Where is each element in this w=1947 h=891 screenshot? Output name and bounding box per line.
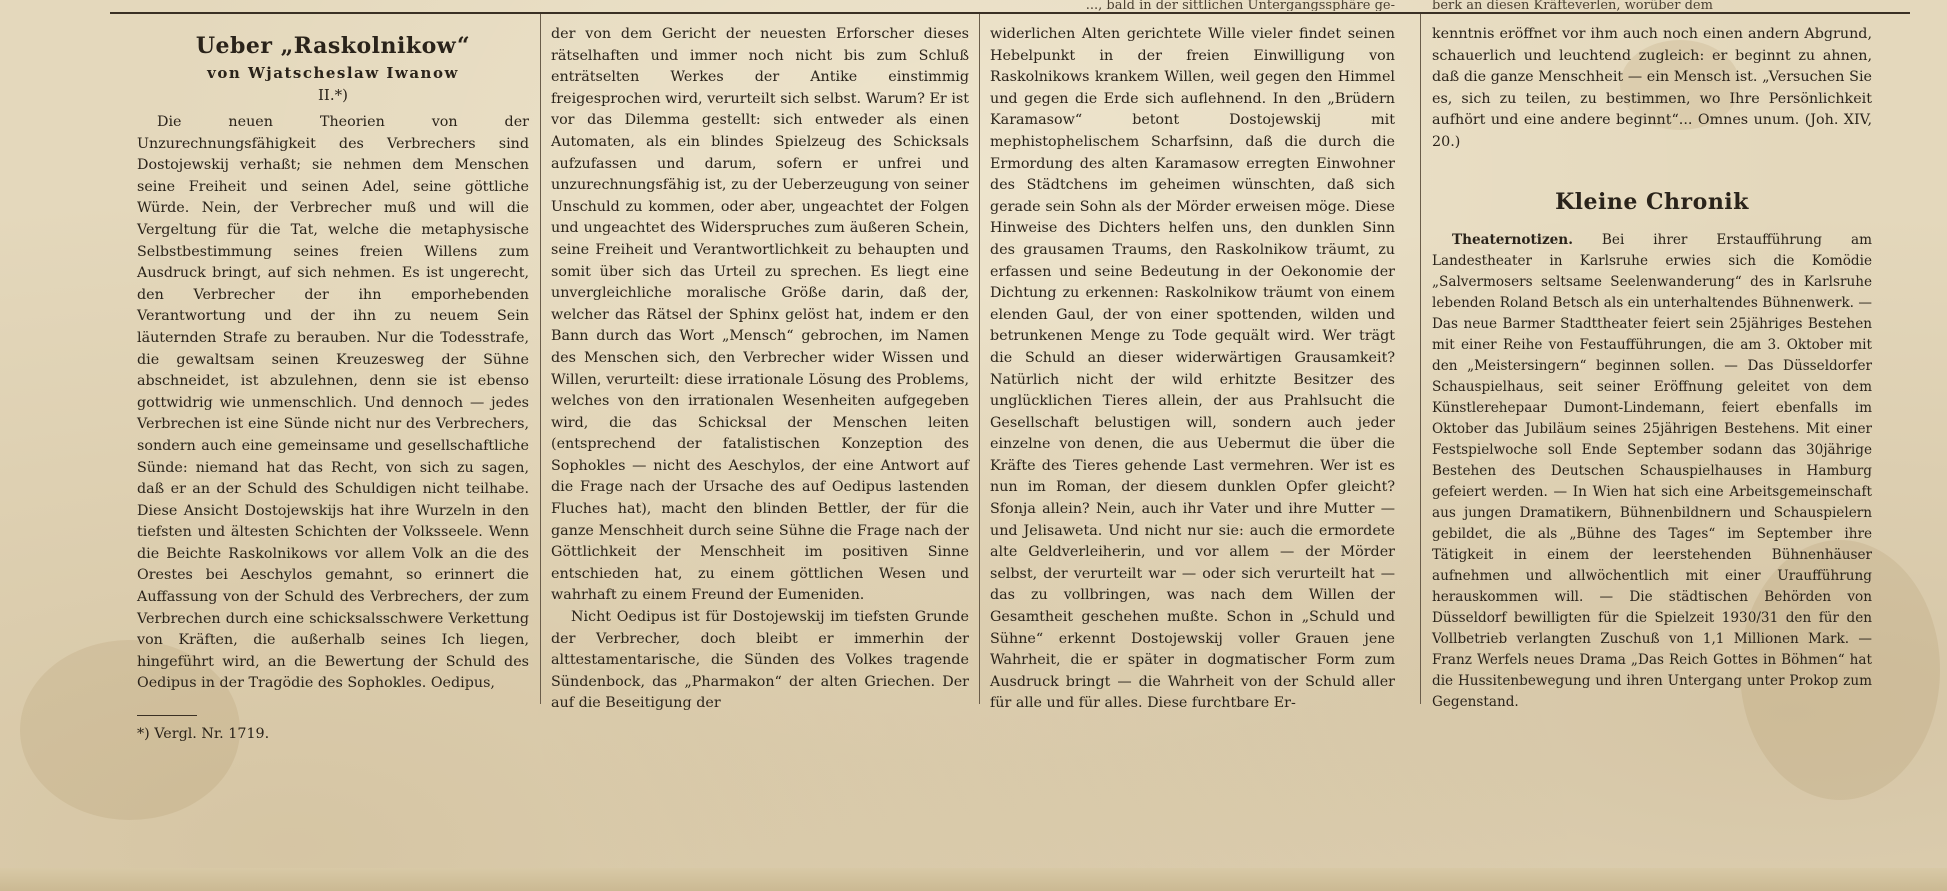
article-paragraph: Die neuen Theorien von der Unzurechnungsfähigkeit des Verbrechers sind Dostojewskij verhaßt; sie nehmen dem Menschen seine Freiheit und seinen Adel, seine göttliche Würde. Nein, der Verbrecher muß und will die Vergeltung für die Tat, welche die metaphysische Selbstbestimmung seines freien Willens zum Ausdruck bringt, auf sich nehmen. Es ist ungerecht, den Verbrecher der ihn emporhebenden Verantwortung und der ihn zu neuem Sein läuternden Strafe zu berauben. Nur die Todesstrafe, die gewaltsam seinen Kreuzesweg der Sühne abschneidet, ist abzulehnen, denn sie ist ebenso gottwidrig wie unmenschlich. Und dennoch — jedes Verbrechen ist eine Sünde nicht nur des Verbrechers, sondern auch eine gemeinsame und gesellschaftliche Sünde: niemand hat das Recht, von sich zu sagen, daß er an der Schuld des Schuldigen nicht teilhabe. Diese Ansicht Dostojewskijs hat ihre Wurzeln in den tiefsten und ältesten Schichten der Volksseele. Wenn die Beichte Raskolnikows vor allem Volk an die des Orestes bei Aeschylos gemahnt, so erinnert die Auffassung von der Schuld des Verbrechers, der zum Verbrechen durch eine schicksalsschwere Verkettung von Kräften, die außerhalb seines Ich liegen, hingeführt wird, an die Bewertung der Schuld des Oedipus in der Tragödie des Sophokles. Oedipus, [137,114,529,692]
top-rule [110,12,1910,14]
article-paragraph: der von dem Gericht der neuesten Erforscher dieses rätselhaften und immer noch nicht bis zum Schluß enträtselten Werkes der Antike einstimmig freigesprochen wird, verurteilt sich selbst. Warum? Er ist vor das Dilemma gestellt: sich entweder als einen Automaten, als ein blindes Spielzeug des Schicksals aufzufassen und darum, sofern er unfrei und unzurechnungsfähig ist, zu der Ueberzeugung von seiner Unschuld zu kommen, oder aber, ungeachtet der Folgen und ungeachtet des Widerspruches zum äußeren Schein, seine Freiheit und Verantwortlichkeit zu behaupten und somit über sich das Urteil zu sprechen. Es liegt eine unvergleichliche moralische Größe darin, daß der, welcher das Rätsel der Sphinx gelöst hat, indem er den Bann durch das Wort „Mensch“ gebrochen, im Namen des Menschen sich, den Verbrecher wider Wissen und Willen, verurteilt: diese irrationale Lösung des Problems, welches von den irrationalen Wesenheiten aufgegeben wird, die das Schicksal der Menschen leiten (entsprechend der fatalistischen Konzeption des Sophokles — nicht des Aeschylos, der eine Antwort auf die Frage nach der Ursache des auf Oedipus lastenden Fluches hat), macht den blinden Bettler, der für die ganze Menschheit durch seine Sühne die Frage nach der Göttlichkeit der Menschheit im positiven Sinne entschieden hat, zu einem göttlichen Wesen und wahrhaft zu einem Freund der Eumeniden. [551,26,969,604]
article-footnote: *) Vergl. Nr. 1719. [137,726,270,743]
footnote-rule [137,715,197,716]
article-paragraph: Nicht Oedipus ist für Dostojewskij im tiefsten Grunde der Verbrecher, doch bleibt er immerhin der alttestamentarische, die Sünden des Volkes tragende Sündenbock, das „Pharmakon“ der alten Griechen. Der auf die Beseitigung der [551,609,969,712]
chronik-heading: Kleine Chronik [1555,188,1749,215]
chronik-paragraph [1432,230,1872,713]
article-column-3 [990,24,1395,715]
cropped-line-col3: ..., bald in der sittlichen Untergangssphäre ge- [1085,0,1395,11]
paper-bottom-edge [0,868,1947,891]
article-byline: von Wjatscheslaw Iwanow [207,64,459,82]
chronik-body: Bei ihrer Erstaufführung am Landestheater in Karlsruhe erwies sich die Komödie „Salvermosers seltsame Seelenwanderung“ des in Karlsruhe lebenden Roland Betsch als ein unterhaltendes Bühnenwerk. — Das neue Barmer Stadttheater feiert sein 25jähriges Bestehen mit einer Reihe von Festaufführungen, die am 3. Oktober mit den „Meistersingern“ beginnen sollen. — Das Düsseldorfer Schauspielhaus, seit seiner Eröffnung geleitet von dem Künstlerehepaar Dumont-Lindemann, feiert ebenfalls im Oktober das Jubiläum seines 25jährigen Bestehens. Mit einer Festspielwoche soll Ende September sodann das 30jährige Bestehen des Deutschen Schauspielhauses in Hamburg gefeiert werden. — In Wien hat sich eine Arbeitsgemeinschaft aus jungen Dramatikern, Bühnenbildnern und Schauspielern gebildet, die als „Bühne des Tages“ im September ihre Tätigkeit in einem der leerstehenden Bühnenhäuser aufnehmen und allwöchentlich mit einer Uraufführung herauskommen will. — Die städtischen Behörden von Düsseldorf bewilligten für die Spielzeit 1930/31 den für den Vollbetrieb verlangten Zuschuß von 1,1 Millionen Mark. — Franz Werfels neues Drama „Das Reich Gottes in Böhmen“ hat die Hussitenbewegung und ihren Untergang unter Prokop zum Gegenstand. [1432,231,1872,710]
article-paragraph: widerlichen Alten gerichtete Wille vieler findet seinen Hebelpunkt in der freien Einwilligung von Raskolnikows krankem Willen, weil gegen den Himmel und gegen die Erde sich auflehnend. In den „Brüdern Karamasow“ betont Dostojewskij mit mephistophelischem Scharfsinn, daß die durch die Ermordung des alten Karamasow erregten Einwohner des Städtchens im geheimen wünschten, daß sich gerade sein Sohn als der Mörder erweisen möge. Diese Hinweise des Dichters helfen uns, den dunklen Sinn des grausamen Traums, den Raskolnikow träumt, zu erfassen und seine Bedeutung in der Oekonomie der Dichtung zu erkennen: Raskolnikow träumt von einem elenden Gaul, der von einer spottenden, wilden und betrunkenen Menge zu Tode gequält wird. Wer trägt die Schuld an dieser widerwärtigen Grausamkeit? Natürlich nicht der wild erhitzte Besitzer des unglücklichen Tieres allein, der aus Prahlsucht die Gesellschaft belustigen will, sondern auch jeder einzelne von denen, die aus Uebermut die über die Kräfte des Tieres gehende Last vermehren. Wer ist es nun im Roman, der diesem dunklen Opfer gleicht? Sfonja allein? Nein, auch ihr Vater und ihre Mutter — und Jelisaweta. Und nicht nur sie: auch die ermordete alte Geldverleiherin, und vor allem — der Mörder selbst, der verurteilt war — oder sich verurteilt hat — das zu vollbringen, was nach dem Willen der Gesamtheit geschehen mußte. Schon in „Schuld und Sühne“ erkennt Dostojewskij voller Grauen jene Wahrheit, die er später in dogmatischer Form zum Ausdruck bringt — die Wahrheit von der Schuld aller für alle und für alles. Diese furchtbare Er- [990,26,1395,712]
article-headline: Ueber „Raskolnikow“ [195,33,471,59]
column-divider [1420,14,1421,704]
column-divider [540,14,541,704]
article-column-4 [1432,24,1872,713]
column-divider [979,14,980,704]
article-column-2 [551,24,969,715]
article-paragraph: kenntnis eröffnet vor ihm auch noch einen andern Abgrund, schauerlich und leuchtend zugleich: er beginnt zu ahnen, daß die ganze Menschheit — ein Mensch ist. „Versuchen Sie es, sich zu teilen, zu bestimmen, wo Ihre Persönlichkeit aufhört und eine andere beginnt“... Omnes unum. (Joh. XIV, 20.) [1432,26,1872,150]
chronik-lead: Theaternotizen. [1452,231,1573,248]
cropped-line-col4: berk an diesen Kräfteverlen, worüber dem [1432,0,1713,11]
article-part-number: II.*) [318,86,348,104]
article-column-1 [137,24,529,746]
